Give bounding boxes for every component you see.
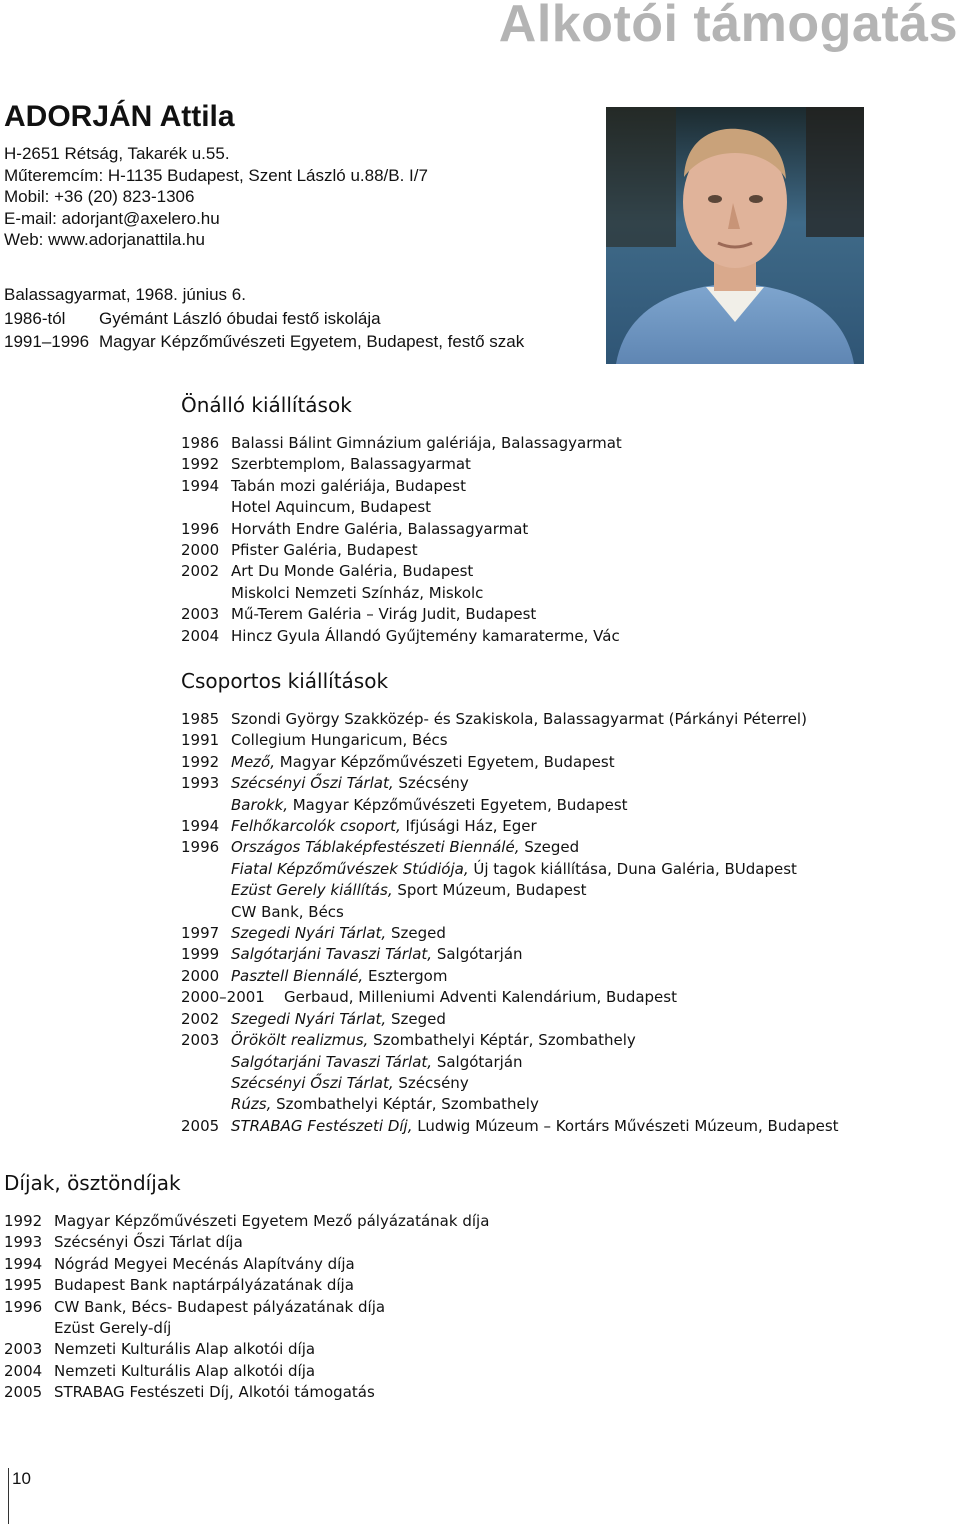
entry-year: 2000–2001 <box>181 988 265 1007</box>
entry-year: 2003 <box>4 1340 43 1359</box>
entry-venue: Horváth Endre Galéria, Balassagyarmat <box>231 519 529 538</box>
entry-text <box>54 1318 171 1339</box>
list-item <box>181 902 839 923</box>
entry-year: 1994 <box>181 476 220 495</box>
entry-year: 1992 <box>181 752 220 771</box>
entry-text <box>231 1052 523 1073</box>
entry-year: 1992 <box>181 455 220 474</box>
entry-venue: Szécsény <box>393 774 469 793</box>
studio-address-line: Műteremcím: H-1135 Budapest, Szent László u.88/B. I/7 <box>4 165 428 185</box>
list-item <box>181 923 839 944</box>
entry-venue: Magyar Képzőművészeti Egyetem, Budapest <box>287 795 628 814</box>
list-item <box>181 837 839 858</box>
entry-year: 1985 <box>181 710 220 728</box>
entry-title: Salgótarjáni Tavaszi Tárlat, <box>231 945 433 964</box>
entry-text <box>231 923 446 944</box>
entry-text <box>231 902 344 923</box>
entry-venue: Szécsény <box>393 1073 469 1092</box>
list-item <box>4 1339 489 1360</box>
list-item <box>181 773 839 794</box>
list-item <box>181 454 622 475</box>
entry-year: 1995 <box>4 1276 43 1295</box>
entry-year: 2000 <box>181 966 220 985</box>
email-line[interactable]: E-mail: adorjant@axelero.hu <box>4 208 220 228</box>
page-number: 10 <box>12 1469 31 1488</box>
list-item <box>181 880 839 901</box>
entry-venue: Nógrád Megyei Mecénás Alapítvány díja <box>54 1254 355 1273</box>
entry-venue: CW Bank, Bécs- Budapest pályázatának díja <box>54 1297 386 1316</box>
list-item <box>181 816 839 837</box>
list-item <box>181 1094 839 1115</box>
entry-text <box>231 1094 539 1115</box>
group-exhibitions-heading: Csoportos kiállítások <box>181 669 389 693</box>
bio-block <box>4 283 524 354</box>
entry-venue: Hotel Aquincum, Budapest <box>231 498 432 517</box>
portrait-illustration <box>606 107 864 364</box>
entry-text <box>54 1361 315 1382</box>
entry-year <box>181 1094 231 1115</box>
list-item <box>181 1030 839 1051</box>
entry-venue: Tabán mozi galériája, Budapest <box>231 476 466 495</box>
list-item <box>181 709 839 730</box>
list-item <box>181 433 622 454</box>
list-item <box>181 966 839 987</box>
entry-year: 1993 <box>4 1233 43 1252</box>
entry-text <box>231 837 579 858</box>
address-line: H-2651 Rétság, Takarék u.55. <box>4 144 230 163</box>
list-item <box>4 1211 489 1232</box>
entry-venue: Szerbtemplom, Balassagyarmat <box>231 455 471 474</box>
entry-text <box>54 1275 354 1296</box>
education-row <box>4 307 524 331</box>
entry-year: 1986 <box>181 434 220 452</box>
entry-text <box>231 1116 839 1137</box>
list-item <box>4 1361 489 1382</box>
list-item <box>181 752 839 773</box>
entry-year <box>181 859 231 880</box>
entry-year: 2000 <box>181 541 220 560</box>
entry-text <box>231 604 536 625</box>
entry-title: Szegedi Nyári Tárlat, <box>231 1009 387 1028</box>
list-item <box>181 987 839 1008</box>
entry-venue: Magyar Képzőművészeti Egyetem Mező pályázatának díja <box>54 1212 490 1230</box>
entry-text <box>231 1073 469 1094</box>
artist-name: ADORJÁN Attila <box>4 100 235 133</box>
list-item <box>181 1009 839 1030</box>
solo-exhibitions-list <box>181 433 622 647</box>
list-item <box>181 944 839 965</box>
entry-year: 1999 <box>181 945 220 964</box>
list-item <box>181 476 622 497</box>
list-item <box>181 795 839 816</box>
list-item <box>181 561 622 582</box>
entry-text <box>231 816 537 837</box>
entry-title: Szécsényi Őszi Tárlat, <box>231 1073 394 1092</box>
entry-year: 1992 <box>4 1212 43 1230</box>
entry-venue: Sport Múzeum, Budapest <box>392 881 587 900</box>
entry-text <box>54 1211 489 1232</box>
list-item <box>181 1073 839 1094</box>
list-item <box>4 1254 489 1275</box>
entry-year: 1994 <box>4 1254 43 1273</box>
education-text: Gyémánt László óbudai festő iskolája <box>99 308 381 328</box>
entry-year: 1996 <box>181 838 220 857</box>
entry-venue: Ludwig Múzeum – Kortárs Művészeti Múzeum, Budapest <box>412 1116 839 1135</box>
entry-year <box>181 880 231 901</box>
entry-year <box>181 902 231 923</box>
entry-text <box>231 773 469 794</box>
page-header-title: Alkotói támogatás <box>498 0 958 53</box>
entry-year: 1997 <box>181 924 220 943</box>
entry-venue: Collegium Hungaricum, Bécs <box>231 731 448 750</box>
entry-year <box>4 1318 54 1339</box>
entry-year: 1993 <box>181 774 220 793</box>
entry-venue: Mű-Terem Galéria – Virág Judit, Budapest <box>231 605 537 624</box>
list-item <box>4 1318 489 1339</box>
contact-block <box>4 143 428 251</box>
entry-text <box>231 859 797 880</box>
entry-title: Salgótarjáni Tavaszi Tárlat, <box>231 1052 433 1071</box>
entry-text <box>231 795 628 816</box>
entry-text <box>231 433 622 454</box>
group-exhibitions-list <box>181 709 839 1137</box>
entry-venue: Balassi Bálint Gimnázium galériája, Balassagyarmat <box>231 434 622 452</box>
entry-text <box>54 1254 355 1275</box>
entry-venue: STRABAG Festészeti Díj, Alkotói támogatás <box>54 1383 375 1402</box>
entry-text <box>231 476 466 497</box>
entry-venue: CW Bank, Bécs <box>231 902 344 921</box>
entry-venue: Salgótarján <box>432 945 523 964</box>
entry-venue: Magyar Képzőművészeti Egyetem, Budapest <box>275 752 615 771</box>
entry-venue: Szombathelyi Képtár, Szombathely <box>271 1095 539 1114</box>
entry-title: Örökölt realizmus, <box>231 1031 369 1050</box>
entry-venue: Nemzeti Kulturális Alap alkotói díja <box>54 1361 316 1380</box>
list-item <box>181 626 622 647</box>
portrait-photo <box>606 107 864 364</box>
list-item <box>4 1232 489 1253</box>
list-item <box>181 540 622 561</box>
entry-text <box>231 519 528 540</box>
entry-text <box>231 709 807 730</box>
entry-text <box>54 1382 375 1403</box>
entry-venue: Szeged <box>519 838 580 857</box>
list-item <box>181 519 622 540</box>
list-item <box>181 497 622 518</box>
list-item <box>181 1116 839 1137</box>
entry-year <box>181 1052 231 1073</box>
entry-year <box>181 795 231 816</box>
entry-venue: Miskolci Nemzeti Színház, Miskolc <box>231 583 484 602</box>
footer-divider <box>8 1468 9 1524</box>
entry-title: Felhőkarcolók csoport, <box>231 817 401 836</box>
entry-venue: Szeged <box>386 924 446 943</box>
entry-text <box>284 987 677 1008</box>
entry-text <box>231 561 473 582</box>
education-period: 1986-tól <box>4 308 66 328</box>
entry-title: Szegedi Nyári Tárlat, <box>231 924 387 943</box>
education-row <box>4 330 524 354</box>
entry-venue: Szondi György Szakközép- és Szakiskola, Balassagyarmat (Párkányi Péterrel) <box>231 710 807 728</box>
entry-year: 1994 <box>181 817 220 836</box>
entry-text <box>231 730 448 751</box>
entry-title: Országos Táblaképfestészeti Biennálé, <box>231 838 520 857</box>
entry-text <box>231 880 587 901</box>
list-item <box>4 1297 489 1318</box>
list-item <box>181 1052 839 1073</box>
entry-venue: Hincz Gyula Állandó Gyűjtemény kamaraterme, Vác <box>231 626 620 645</box>
entry-text <box>231 1009 446 1030</box>
entry-text <box>54 1232 243 1253</box>
entry-venue: Salgótarján <box>432 1052 523 1071</box>
entry-title: STRABAG Festészeti Díj, <box>231 1116 413 1135</box>
entry-venue: Gerbaud, Milleniumi Adventi Kalendárium, Budapest <box>284 988 677 1007</box>
mobile-line: Mobil: +36 (20) 823-1306 <box>4 187 195 206</box>
entry-title: Fiatal Képzőművészek Stúdiója, <box>231 859 469 878</box>
entry-text <box>54 1339 315 1360</box>
entry-venue: Ifjúsági Ház, Eger <box>400 817 537 836</box>
entry-text <box>231 540 418 561</box>
entry-title: Mező, <box>231 752 275 771</box>
entry-venue: Szeged <box>386 1009 446 1028</box>
entry-text <box>231 454 471 475</box>
birth-line: Balassagyarmat, 1968. június 6. <box>4 285 246 304</box>
entry-year: 1996 <box>4 1297 43 1316</box>
entry-title: Szécsényi Őszi Tárlat, <box>231 774 394 793</box>
entry-text <box>231 583 483 604</box>
entry-title: Pasztell Biennálé, <box>231 966 364 985</box>
entry-text <box>231 752 615 773</box>
entry-venue: Art Du Monde Galéria, Budapest <box>231 562 474 581</box>
solo-exhibitions-heading: Önálló kiállítások <box>181 393 352 417</box>
entry-title: Ezüst Gerely kiállítás, <box>231 881 393 900</box>
entry-venue: Szombathelyi Képtár, Szombathely <box>368 1031 636 1050</box>
entry-year: 2005 <box>181 1116 220 1135</box>
list-item <box>181 604 622 625</box>
education-text: Magyar Képzőművészeti Egyetem, Budapest, festő szak <box>99 332 525 351</box>
list-item <box>4 1275 489 1296</box>
entry-year: 1996 <box>181 519 220 538</box>
list-item <box>4 1382 489 1403</box>
entry-year: 2002 <box>181 562 220 581</box>
entry-year <box>181 1073 231 1094</box>
entry-year: 1991 <box>181 731 220 750</box>
entry-text <box>231 966 447 987</box>
entry-text <box>231 944 523 965</box>
entry-year: 2003 <box>181 605 220 624</box>
awards-heading: Díjak, ösztöndíjak <box>4 1171 181 1195</box>
entry-venue: Szécsényi Őszi Tárlat díja <box>54 1233 243 1252</box>
entry-text <box>231 1030 636 1051</box>
entry-year: 2004 <box>4 1361 43 1380</box>
awards-list <box>4 1211 489 1404</box>
web-line[interactable]: Web: www.adorjanattila.hu <box>4 230 205 249</box>
entry-text <box>231 497 431 518</box>
entry-venue: Új tagok kiállítása, Duna Galéria, BUdapest <box>468 859 797 878</box>
entry-year: 2005 <box>4 1383 43 1402</box>
list-item <box>181 583 622 604</box>
entry-title: Rúzs, <box>231 1095 272 1114</box>
list-item <box>181 859 839 880</box>
education-period: 1991–1996 <box>4 332 90 351</box>
entry-year <box>181 583 231 604</box>
entry-title: Barokk, <box>231 795 288 814</box>
entry-year <box>181 497 231 518</box>
entry-venue: Nemzeti Kulturális Alap alkotói díja <box>54 1340 316 1359</box>
entry-venue: Pfister Galéria, Budapest <box>231 541 418 560</box>
entry-venue: Ezüst Gerely-díj <box>54 1319 172 1338</box>
entry-year: 2004 <box>181 626 220 645</box>
entry-year: 2003 <box>181 1031 220 1050</box>
entry-text <box>54 1297 385 1318</box>
entry-text <box>231 626 620 647</box>
entry-venue: Esztergom <box>363 966 448 985</box>
entry-year: 2002 <box>181 1009 220 1028</box>
entry-venue: Budapest Bank naptárpályázatának díja <box>54 1276 354 1295</box>
list-item <box>181 730 839 751</box>
